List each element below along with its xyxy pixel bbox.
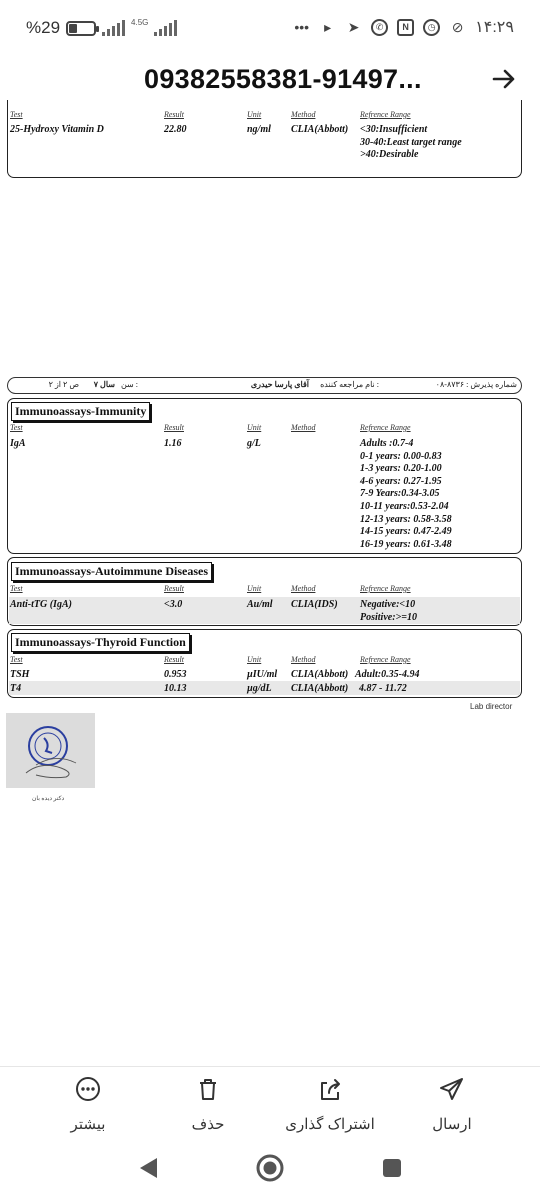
network-type-label: 4.5G	[131, 17, 149, 27]
t4-ref: 4.87 - 11.72	[359, 683, 407, 694]
status-time: ۱۴:۲۹	[475, 19, 514, 36]
send-button[interactable]	[397, 1075, 507, 1133]
ttg-method: CLIA(IDS)	[291, 599, 338, 610]
more-dots-icon: •••	[294, 19, 310, 35]
tsh-test: TSH	[10, 669, 30, 680]
share-label: اشتراک گذاری	[285, 1116, 375, 1133]
thyroid-header-ref: Refrence Range	[360, 655, 411, 664]
ttg-ref	[360, 599, 417, 624]
stamp-caption: دکتر دیده بان	[32, 796, 65, 802]
t4-method: CLIA(Abbott)	[291, 683, 349, 694]
immunity-header-ref: Refrence Range	[360, 423, 411, 432]
vitd-result: 22.80	[164, 124, 187, 135]
vitd-test: 25-Hydroxy Vitamin D	[10, 124, 104, 135]
tsh-unit: µIU/ml	[247, 669, 278, 680]
ttg-ref-line: Negative:<10	[360, 599, 416, 610]
more-button[interactable]	[33, 1075, 143, 1133]
t4-test: T4	[10, 683, 22, 694]
iga-ref-line: 10-11 years:0.53-2.04	[360, 500, 449, 512]
telegram-icon: ➤	[347, 18, 360, 35]
title-bar	[0, 56, 540, 106]
send-icon	[438, 1075, 466, 1103]
admission-number: شماره پذیرش : ۸۷۳۶-۰۸	[435, 380, 517, 389]
autoimmune-title: Immunoassays-Autoimmune Diseases	[11, 562, 212, 581]
iga-result: 1.16	[164, 438, 182, 449]
vitd-method: CLIA(Abbott)	[291, 124, 349, 135]
mute-icon: ⊘	[451, 18, 464, 35]
thyroid-title: Immunoassays-Thyroid Function	[11, 633, 190, 652]
patient-name-label: نام مراجعه کننده :	[320, 380, 379, 389]
vitd-header-test: Test	[10, 110, 23, 119]
delete-button[interactable]	[153, 1075, 263, 1133]
iga-test: IgA	[10, 438, 26, 449]
autoimmune-header-method: Method	[291, 584, 316, 593]
autoimmune-header-result: Result	[164, 584, 184, 593]
share-button[interactable]	[275, 1075, 385, 1133]
iga-ref-line: 4-6 years: 0.27-1.95	[360, 475, 442, 487]
autoimmune-header-unit: Unit	[247, 584, 262, 593]
t4-result: 10.13	[164, 683, 187, 694]
share-icon	[316, 1075, 344, 1103]
more-circle-icon	[74, 1075, 102, 1103]
iga-ref-line: Adults :0.7-4	[360, 438, 414, 449]
iga-ref	[360, 438, 452, 551]
more-label: بیشتر	[70, 1116, 106, 1133]
immunity-header-method: Method	[291, 423, 316, 432]
recents-square-icon[interactable]	[376, 1152, 408, 1184]
tsh-ref: Adult:0.35-4.94	[355, 669, 420, 680]
vitd-header-result: Result	[164, 110, 184, 119]
vitd-header-unit: Unit	[247, 110, 262, 119]
immunity-header-result: Result	[164, 423, 184, 432]
iga-ref-line: 16-19 years: 0.61-3.48	[360, 538, 452, 550]
immunity-header-test: Test	[10, 423, 23, 432]
signal-icon-2	[154, 20, 177, 36]
page-indicator: ص ۲ از ۲	[48, 380, 79, 389]
trash-icon	[194, 1075, 222, 1103]
immunity-title: Immunoassays-Immunity	[11, 402, 150, 421]
thyroid-header-method: Method	[291, 655, 316, 664]
lab-stamp-image	[6, 713, 95, 788]
vitd-unit: ng/ml	[247, 124, 271, 135]
autoimmune-header-test: Test	[10, 584, 23, 593]
status-bar	[0, 0, 540, 56]
age-label: سن :	[120, 380, 138, 389]
navigation-bar	[0, 1140, 540, 1200]
ttg-unit: Au/ml	[247, 599, 273, 610]
ttg-ref-line: Positive:>=10	[360, 611, 417, 623]
ttg-result: <3.0	[164, 599, 183, 610]
lab-director-label: Lab director	[470, 702, 513, 711]
alarm-icon: ◷	[423, 19, 440, 36]
iga-ref-line: 1-3 years: 0.20-1.00	[360, 463, 442, 475]
home-circle-icon[interactable]	[254, 1152, 286, 1184]
status-right	[293, 17, 514, 37]
iga-ref-line: 7-9 Years:0.34-3.05	[360, 488, 440, 500]
vitd-header-method: Method	[291, 110, 316, 119]
arrow-right-icon[interactable]	[490, 66, 518, 94]
tsh-method: CLIA(Abbott)	[291, 669, 349, 680]
nfc-icon: N	[397, 19, 414, 36]
iga-unit: g/L	[247, 438, 261, 449]
iga-ref-line: 0-1 years: 0.00-0.83	[360, 450, 442, 462]
vitd-header-ref: Refrence Range	[360, 110, 411, 119]
back-triangle-icon[interactable]	[132, 1152, 164, 1184]
thyroid-header-unit: Unit	[247, 655, 262, 664]
signal-icon	[102, 20, 125, 36]
battery-icon	[66, 21, 96, 36]
vitd-ref	[360, 124, 462, 162]
thyroid-header-test: Test	[10, 655, 23, 664]
battery-percent: %29	[26, 18, 61, 37]
whatsapp-icon: ✆	[371, 19, 388, 36]
t4-unit: µg/dL	[247, 683, 272, 694]
status-left	[26, 18, 177, 38]
vitd-ref-line: >40:Desirable	[360, 149, 419, 161]
patient-age: ۷ سال	[93, 380, 115, 389]
play-icon: ▸	[324, 18, 332, 35]
send-label: ارسال	[432, 1116, 472, 1133]
vitd-ref-line: <30:Insufficient	[360, 124, 428, 135]
immunity-header-unit: Unit	[247, 423, 262, 432]
patient-name: آقای پارسا حیدری	[250, 380, 309, 389]
tsh-result: 0.953	[164, 669, 187, 680]
iga-ref-line: 14-15 years: 0.47-2.49	[360, 526, 452, 538]
action-bar	[0, 1066, 540, 1140]
autoimmune-header-ref: Refrence Range	[360, 584, 411, 593]
patient-info-bar	[7, 377, 522, 394]
vitd-ref-line: 30-40:Least target range	[360, 136, 462, 148]
thyroid-header-result: Result	[164, 655, 184, 664]
ttg-test: Anti-tTG (IgA)	[10, 599, 72, 610]
delete-label: حذف	[191, 1116, 225, 1133]
iga-ref-line: 12-13 years: 0.58-3.58	[360, 513, 452, 525]
file-title: 09382558381-91497...	[144, 64, 422, 94]
